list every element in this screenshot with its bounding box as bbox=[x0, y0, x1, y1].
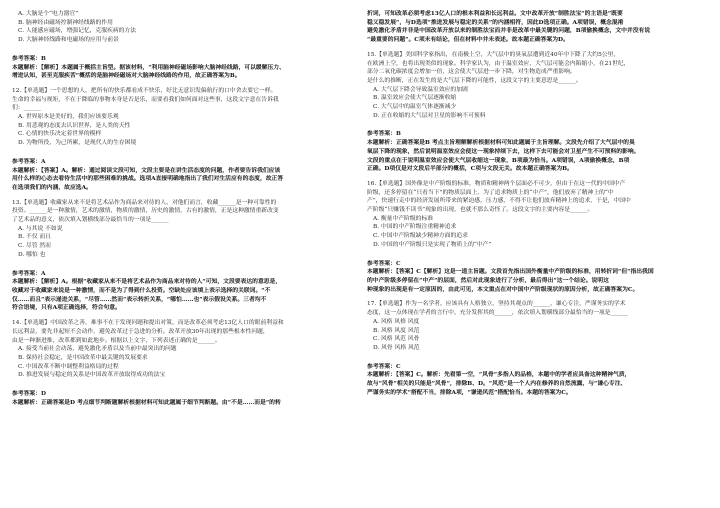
question-line: 由是一种渐进推，改革都到如此地步。根据以上文字，下列表述正确的是______。 bbox=[12, 337, 221, 344]
question-line: 16.【单选题】国外像是中产阶级的标准，物质和精神两个层面必不可少，但由于在这一代的中国中产 bbox=[367, 180, 626, 187]
explanation-line: 故与“风骨”相关的只能是“风骨”，排除B、D。“风范”是一个人内在修养的自然流露，与“谦心专注、 bbox=[367, 381, 627, 388]
question-line: 13.【单选题】收藏家从来不是将艺术品作为商品来对待的人，对他们而言，收藏______是一种可靠性的 bbox=[12, 199, 277, 206]
reference-answer: 参考答案：C bbox=[367, 363, 401, 370]
spacer bbox=[12, 45, 352, 51]
spacer bbox=[12, 260, 352, 266]
spacer bbox=[367, 250, 707, 256]
question-line: 14.【单选题】中国改革之善，难事不在于发现问题和提出对策，而是改革必须考虑13亿人口的眼前利益和 bbox=[12, 320, 284, 327]
right-column bbox=[367, 10, 707, 397]
answer-option: C. 心情的快乐决定着世界的模样 bbox=[18, 131, 102, 138]
answer-option: C. 风格 风范 风骨 bbox=[373, 336, 420, 343]
answer-option: D. 风骨 风格 风范 bbox=[373, 344, 420, 351]
reference-answer: 参考答案：A bbox=[12, 270, 46, 277]
answer-option: B. 风格 风度 风范 bbox=[373, 327, 420, 334]
question-line: 长远利益，要先非起短不会动作，避免改革过于急进的分析。改革开放30年出现的那些根本性问题， bbox=[12, 328, 269, 335]
reference-answer: 参考答案：C bbox=[367, 260, 401, 267]
question-line: 了艺术品的意义，依次填入划横线部分最恰当的一项是______ bbox=[12, 217, 169, 224]
explanation-line: 本题解析：【答案】C。解析：先看第一空，“风骨”多指人的品格，本题中的学者应具备这种精神气质， bbox=[367, 372, 631, 379]
explanation-line: 的中产阶级多停留在“中产”的层面，然后对此现象进行了分析，最后得出“这一个结论。说明这 bbox=[367, 277, 609, 284]
answer-option: D. 大脑神经线路和电磁场的应用与前景 bbox=[18, 37, 119, 44]
left-column bbox=[12, 10, 352, 407]
explanation-line: 在选项我们的内涵，故应选A。 bbox=[12, 184, 92, 191]
answer-option: B. 脑神经由磁场控制神经线路的作用 bbox=[18, 19, 113, 26]
explanation-line: 本题解析：【答案】A。解析：通过阅读文段可知，文段主要是在讲生活态度的问题，作者要告诉我们应该 bbox=[12, 167, 281, 174]
explanation-line: 氧层下降的现象，然后说明温室效应会使这一现象持续下去，这样下去可能会对卫星产生不可预料的影响。 bbox=[367, 148, 640, 155]
explanation-line: 避免激化矛盾并非是中国改革开放以来的制胜法宝而并非是改革中最关键的问题，B项偷换概念，文中并没有说 bbox=[367, 28, 651, 35]
spacer bbox=[367, 120, 707, 126]
explanation-line: 本题解析：【解析】本题属于概括主旨型。据该材料，“利用脑神经磁场影响大脑神经线路，可以缓解压力、 bbox=[12, 64, 285, 71]
question-line: 生命的幸福与规矩，不在于降临的事物本身是否是乐，而要看我们如何面对这些事，这段文字意在告诉我 bbox=[12, 96, 279, 103]
explanation-line: 折词，可知改革必须考虑13亿人口的根本利益和长远利益。文中改革开放“制胜法宝”的主语是“既要 bbox=[367, 11, 623, 17]
answer-option: C. 中国改革不断中调整利益格局的过程 bbox=[18, 363, 119, 370]
answer-option: D. 推进发展与稳定的关系是中国改革开放取得成功的法宝 bbox=[18, 372, 166, 379]
explanation-line: 符合语境，只有A项正确选择，符合句意。 bbox=[12, 305, 121, 312]
reference-answer: 参考答案：A bbox=[12, 158, 46, 165]
answer-option: B. 温室效应会使大气层逐渐收缩 bbox=[373, 95, 457, 102]
answer-option: A. 大脑是个“电力器官” bbox=[18, 11, 79, 17]
answer-option: D. 哪怕 也 bbox=[18, 251, 46, 258]
question-line: 态度，这一点体现在学者的言行中，充分发挥其的______，依次填入划横线部分最恰当的一项是______ bbox=[367, 310, 628, 317]
explanation-line: “最重要的问题”。C项未有结论，但在材料中并未表述。故本题正确答案为D。 bbox=[367, 37, 569, 44]
reference-answer: 参考答案：B bbox=[12, 55, 46, 62]
answer-option: A. 世界原本是美好的，我们应该要乐观 bbox=[18, 114, 119, 121]
answer-option: B. 保持社会稳定，是中国改革中最关键的发展要求 bbox=[18, 354, 148, 361]
reference-answer: 参考答案：B bbox=[367, 131, 401, 138]
answer-option: A. 大气层下降会导致温室效应的加剧 bbox=[373, 86, 468, 93]
explanation-line: 文段的重点在于说明温室效应会使大气层收缩这一现象，B项最为恰当。A项错误，A项偷换概念，B项 bbox=[367, 157, 630, 164]
question-line: 是什么的推断，正在发生的是大气层下降的可能性，这段文字的主要意思是______。 bbox=[367, 77, 582, 84]
explanation-line: 增进认知，甚至克服疾苦”概括的是脑神经磁场对大脑神经线路的作用，故正确答案为B。 bbox=[12, 73, 241, 80]
answer-option: A. 风格 风格 风度 bbox=[373, 318, 420, 325]
explanation-line: 种现象的出现是有一定原因的，由此可见，本文重点在对中国中产阶级现状的原因分析，故正确答案为C。 bbox=[367, 286, 639, 293]
question-line: 在欧洲上空，也将出现类似的现象。科学家认为，由于温室效应，大气层可能会内陷缩小，在21世纪， bbox=[367, 60, 630, 67]
answer-option: B. 用悲观的态度去认识世界，是人类的天性 bbox=[18, 122, 131, 129]
answer-option: D. 中国的中产阶级只是实现了物质上的“中产” bbox=[373, 241, 492, 248]
answer-option: D. 正在收缩的大气层对卫星的影响不可预料 bbox=[373, 112, 486, 119]
answer-option: B. 不仅 而且 bbox=[18, 234, 51, 241]
question-line: 们：______ bbox=[12, 105, 41, 112]
explanation-line: 正确。D项仅是对文段后半部分的概括，C项与文段无关。故本题正确答案为B。 bbox=[367, 166, 573, 173]
question-line: 产”，快速行走中的经济发展所带来的紧迫感，压力感，不得不让他们放弃精神上的追求，于是，中国中 bbox=[367, 198, 631, 205]
explanation-line: 本题解析：【解析】A。根据“收藏家从来不是将艺术品作为商品来对待的人”可知，文段要表达的意思是， bbox=[12, 279, 282, 286]
explanation-line: 仅……而且”表示递进关系，“尽管……然而”表示转折关系，“哪怕……也”表示假设关系。三者均不 bbox=[12, 296, 267, 303]
answer-option: C. 大气层中的温室气体逐渐减少 bbox=[373, 104, 457, 111]
explanation-line: 本题解析：正确答案是D 考点细节判断题解析根据材料可知此题属于细节判断题。由“不是……而是”的转 bbox=[12, 399, 281, 406]
explanation-line: 收藏对于收藏家来说是一种激情，而不是为了得到什么投资。空缺处应该填上表示选择的关联词。“不 bbox=[12, 287, 271, 294]
answer-option: C. 人能感应磁场，增强记忆，克服疾病的方法 bbox=[18, 28, 137, 35]
spacer bbox=[12, 148, 352, 154]
answer-option: B. 中国的中产阶级注重精神追求 bbox=[373, 224, 457, 231]
question-line: 产阶级“只赚钱不读书”现象的出现，也就不那么奇怪了。这段文字的主要内容是______。 bbox=[367, 207, 594, 214]
answer-option: D. 为物所役，为己所累，是现代人的生存困境 bbox=[18, 140, 137, 147]
answer-option: C. 尽管 然而 bbox=[18, 243, 51, 250]
question-line: 12.【单选题】一个思想的人，把所有的快乐都看成不快乐，好比无意识发偏航行的口中舍去要它一样。 bbox=[12, 87, 277, 94]
answer-option: C. 中国中产阶级缺少精神方面的追求 bbox=[373, 233, 468, 240]
spacer bbox=[367, 353, 707, 359]
question-line: 投资。______是一种激情，艺术的激情，物质的激情，历史的激情，古有的激情，正是这种激情重新改变 bbox=[12, 208, 279, 215]
explanation-line: 严谨务实的学术”搭配不当，排除A项，“谦逊风范”搭配恰当。本题的答案为C。 bbox=[367, 389, 572, 396]
explanation-line: 稳又稳发展”，与D选项“推进发展与稳定的关系”的内涵相符，因此D选项正确。A项错误，概念混淆 bbox=[367, 19, 624, 26]
spacer bbox=[12, 380, 352, 386]
answer-option: A. 衡量中产阶级的标准 bbox=[373, 215, 434, 222]
answer-option: A. 与其说 不如说 bbox=[18, 225, 63, 232]
explanation-line: 用什么样的心态去看待生活中的那些困难的挑战。选项A直接明确地指出了我们对生活应有的态度，故正答 bbox=[12, 176, 284, 183]
question-line: 15.【单选题】美国科学家指出，在南极上空，大气层中的臭氧层遭到近40年中下降了大约5公里， bbox=[367, 51, 620, 58]
question-line: 17.【单选题】作为一名学者，应该具有人格独立，坚持其观点的______，谦心专注，严谨务实的学术 bbox=[367, 301, 626, 308]
explanation-line: 本题解析：【答案】C【解析】这是一道主旨题。文段首先指出国外衡量中产阶级的标准，用转折词“但”指出我国 bbox=[367, 269, 654, 276]
reference-answer: 参考答案：D bbox=[12, 391, 47, 398]
question-line: 部分二氧化碳浓度会增加一倍，这会使大气层进一步下降，对生物造成严重影响。 bbox=[367, 69, 576, 76]
answer-option: A. 接受当前社会动荡，避免激化矛盾以及当前中最突出的问题 bbox=[18, 346, 177, 353]
explanation-line: 本题解析：正确答案是B 考点主旨理解解析根据材料可知此题属于主旨理解。文段先介绍了大气层中的臭 bbox=[367, 140, 635, 147]
question-line: 阶级，还多停留在“只看当下”的物质层面上，为了追求物质上的“中产”，他们放弃了精神上的“中 bbox=[367, 189, 614, 196]
